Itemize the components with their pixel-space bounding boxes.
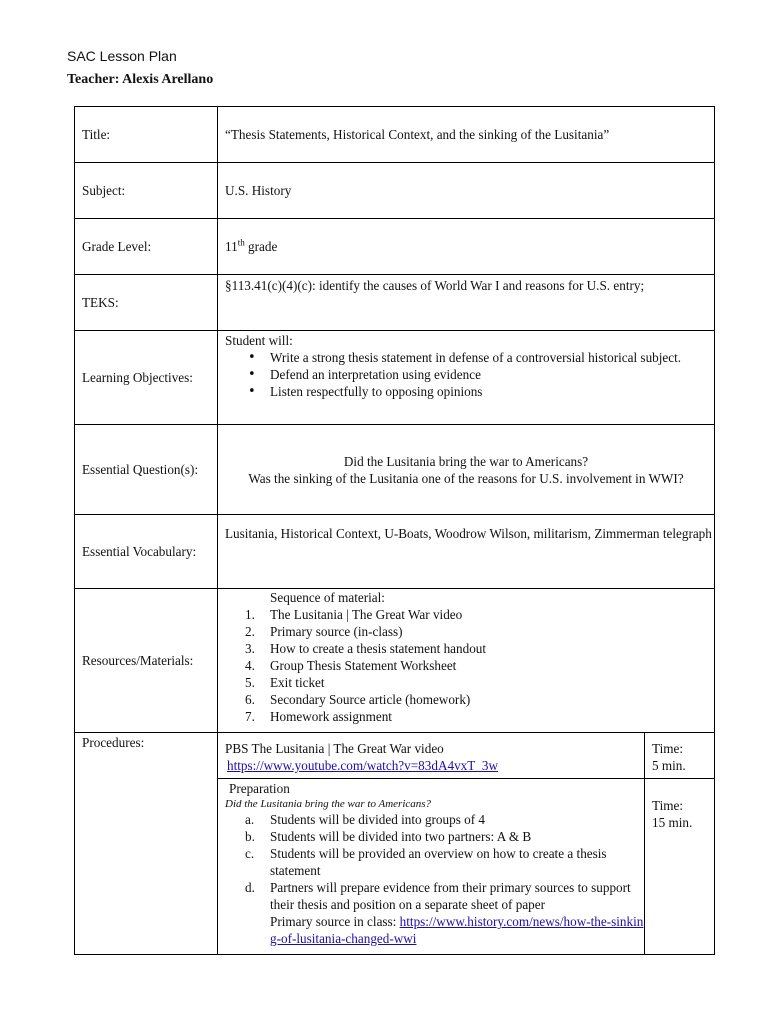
objective-item: • Listen respectfully to opposing opinions [270,383,714,400]
objective-item: • Write a strong thesis statement in defense of a controversial historical subject. [270,349,714,366]
time-cell [645,733,715,779]
procedure-step-video [218,733,645,779]
procedure-step-preparation [218,779,645,955]
resource-item: 1. The Lusitania | The Great War video [245,607,463,622]
resources-list [225,606,714,725]
row-teks [75,275,715,331]
objectives-list [225,349,714,400]
grade-word: grade [244,239,278,254]
vocabulary-value: Lusitania, Historical Context, U-Boats, Woodrow Wilson, militarism, Zimmerman telegraph [218,515,715,589]
row-essential-vocabulary [75,515,715,589]
row-label: Title: [75,107,218,163]
grade-value [218,219,715,275]
resource-item: 3. How to create a thesis statement handout [245,641,487,656]
time-value: 15 min. [652,815,693,830]
grade-suffix: th [237,237,245,248]
lesson-title: “Thesis Statements, Historical Context, and the sinking of the Lusitania” [218,107,715,163]
teacher-name: Teacher: Alexis Arellano [67,72,214,87]
row-subject [75,163,715,219]
row-resources-materials [75,589,715,733]
resource-item: 7. Homework assignment [245,709,392,724]
preparation-list [225,811,644,947]
preparation-item: a. Students will be divided into groups of 4 [245,812,486,827]
resources-cell [218,589,715,733]
resource-item: 6. Secondary Source article (homework) [245,692,471,707]
subject-value: U.S. History [218,163,715,219]
objectives-cell [218,331,715,425]
resource-item: 2. Primary source (in-class) [245,624,403,639]
resource-item: 5. Exit ticket [245,675,325,690]
primary-source-link[interactable]: https://www.history.com/news/how-the-sinking-of-lusitania-changed-wwi [270,914,644,946]
row-label: TEKS: [75,275,218,331]
row-title [75,107,715,163]
document-title: SAC Lesson Plan [67,48,177,64]
teks-value: §113.41(c)(4)(c): identify the causes of World War I and reasons for U.S. entry; [218,275,715,331]
preparation-item: c. Students will be provided an overview on how to create a thesis statement [245,846,607,878]
objectives-intro: Student will: [225,333,293,348]
questions-cell [218,425,715,515]
grade-number: 11 [225,239,238,254]
time-label: Time: [652,798,684,813]
row-essential-questions [75,425,715,515]
objective-item: • Defend an interpretation using evidence [270,366,714,383]
row-label: Essential Question(s): [75,425,218,515]
resource-item: 4. Group Thesis Statement Worksheet [245,658,457,673]
row-procedures-step1 [75,733,715,779]
procedure-step-title: PBS The Lusitania | The Great War video [225,741,444,756]
row-label: Resources/Materials: [75,589,218,733]
resources-intro: Sequence of material: [270,590,385,605]
preparation-item: b. Students will be divided into two partners: A & B [245,829,532,844]
row-label: Learning Objectives: [75,331,218,425]
time-cell [645,779,715,955]
row-label: Procedures: [75,733,218,955]
row-grade-level [75,219,715,275]
lesson-plan-table [74,106,715,955]
row-label: Grade Level: [75,219,218,275]
time-value: 5 min. [652,758,686,773]
essential-question: Was the sinking of the Lusitania one of the reasons for U.S. involvement in WWI? [248,470,684,486]
preparation-item: d. Partners will prepare evidence from their primary sources to support their thesis and position on a separate sheet of paper Primary source in class: https://www.history.com/news/how-the-sinking-of-lusitania-changed-wwi [245,880,644,946]
preparation-question: Did the Lusitania bring the war to Americans? [225,798,432,810]
video-link[interactable]: https://www.youtube.com/watch?v=83dA4vxT_3w [227,758,499,773]
essential-question: Did the Lusitania bring the war to Americans? [343,453,589,469]
primary-source-label: Primary source in class: [270,914,400,929]
row-label: Subject: [75,163,218,219]
time-label: Time: [652,741,684,756]
procedure-step-title: Preparation [229,781,290,796]
row-label: Essential Vocabulary: [75,515,218,589]
row-learning-objectives [75,331,715,425]
